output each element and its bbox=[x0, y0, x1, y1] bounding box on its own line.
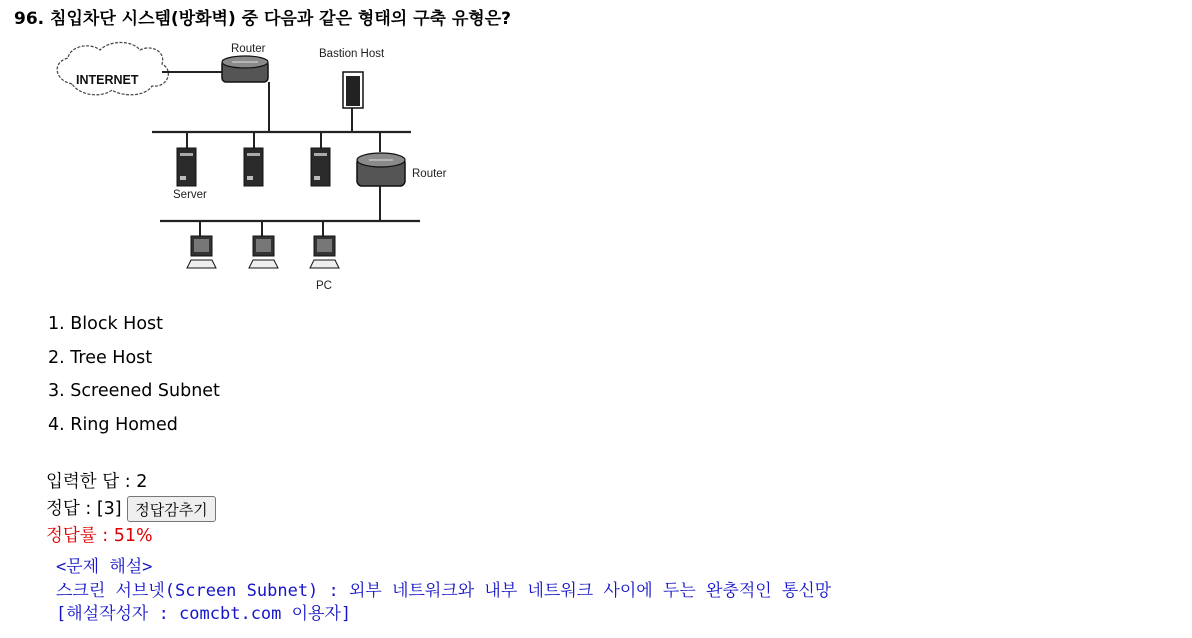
server-label: Server bbox=[173, 189, 207, 201]
bastion-host-icon bbox=[343, 72, 363, 108]
option-text: Block Host bbox=[70, 314, 164, 334]
bastion-host-label: Bastion Host bbox=[319, 48, 385, 60]
pc-icon bbox=[310, 236, 339, 268]
correct-answer-value: [3] bbox=[96, 499, 122, 519]
option-number: 4. bbox=[48, 414, 65, 435]
explanation-body: 스크린 서브넷(Screen Subnet) : 외부 네트워크와 내부 네트워크 사이에 두는 완충적인 통신망 bbox=[56, 580, 832, 601]
explanation bbox=[56, 556, 831, 627]
correct-rate-label: 정답률 : bbox=[46, 526, 114, 546]
explanation-author: [해설작성자 : comcbt.com 이용자] bbox=[56, 604, 352, 624]
correct-rate bbox=[46, 523, 216, 550]
network-diagram bbox=[40, 36, 480, 298]
server-icon bbox=[177, 148, 196, 186]
option-item bbox=[48, 379, 220, 413]
entered-answer-value: 2 bbox=[136, 472, 148, 492]
entered-answer-label: 입력한 답 : bbox=[46, 472, 137, 492]
question-number: 96. bbox=[14, 9, 45, 29]
pc-label: PC bbox=[316, 280, 332, 292]
option-item bbox=[48, 346, 220, 380]
router-right-icon bbox=[357, 153, 405, 186]
explanation-heading: <문제 해설> bbox=[56, 557, 153, 577]
internet-label: INTERNET bbox=[76, 73, 139, 87]
option-item bbox=[48, 312, 220, 346]
network-diagram-svg bbox=[40, 36, 480, 298]
option-number: 3. bbox=[48, 381, 65, 401]
correct-rate-value: 51% bbox=[113, 526, 153, 546]
option-item bbox=[48, 413, 220, 447]
option-number: 1. bbox=[48, 314, 65, 334]
option-text: Screened Subnet bbox=[70, 381, 220, 401]
router-top-icon bbox=[222, 56, 268, 82]
server-icon bbox=[311, 148, 330, 186]
option-list bbox=[48, 312, 220, 446]
correct-answer-label: 정답 : bbox=[46, 499, 97, 519]
router-right-label: Router bbox=[412, 168, 447, 180]
question-text: 침입차단 시스템(방화벽) 중 다음과 같은 형태의 구축 유형은? bbox=[50, 9, 512, 29]
hide-answer-button[interactable]: 정답감추기 bbox=[127, 496, 215, 522]
pc-icon bbox=[187, 236, 216, 268]
option-number: 2. bbox=[48, 347, 65, 368]
entered-answer bbox=[46, 469, 216, 496]
option-text: Ring Homed bbox=[70, 414, 178, 435]
server-icon bbox=[244, 148, 263, 186]
pc-icon bbox=[249, 236, 278, 268]
option-text: Tree Host bbox=[70, 347, 153, 368]
correct-answer bbox=[46, 496, 216, 523]
answer-block bbox=[46, 469, 216, 550]
question-title bbox=[14, 4, 511, 29]
router-top-label: Router bbox=[231, 43, 266, 55]
